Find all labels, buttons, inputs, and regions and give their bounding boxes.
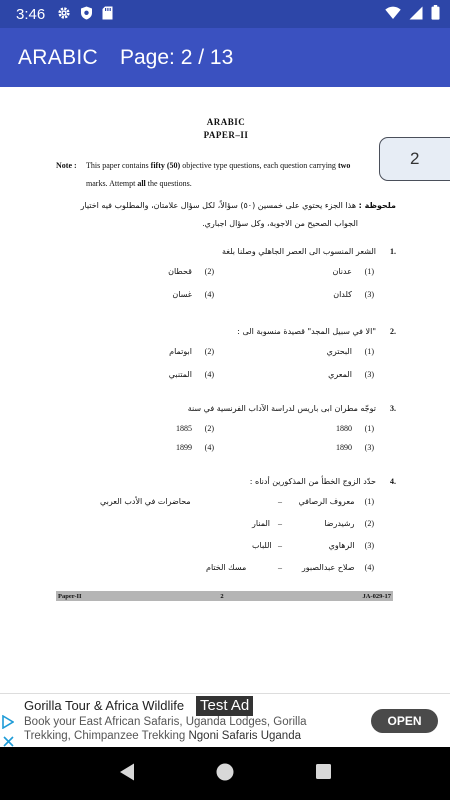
option-1: (1) البحتري — [326, 347, 374, 356]
footer-page-number: 2 — [220, 592, 224, 600]
question-number: 4. — [390, 477, 396, 486]
question-4 — [56, 477, 396, 577]
option-2: (2) 1885 — [175, 424, 214, 433]
pair-answer: المنار — [252, 519, 270, 528]
arabic-note-text: هذا الجزء يحتوي على خمسين (٥٠) سؤالاً، لكل سؤال علامتان، والمطلوب فيه اختيار — [80, 201, 357, 210]
page-indicator: Page: 2 / 13 — [120, 45, 234, 69]
english-note — [56, 157, 381, 193]
pair-1: (1) معروف الرصافي — [298, 497, 374, 506]
pair-dash: – — [278, 541, 282, 550]
page-footer — [56, 591, 393, 601]
sd-card-icon — [102, 5, 113, 24]
arabic-note — [56, 197, 396, 233]
footer-left: Paper-II — [58, 592, 82, 600]
ad-title[interactable]: Gorilla Tour & Africa Wildlife — [24, 698, 185, 713]
wifi-icon — [385, 5, 401, 24]
pair-4: (4) صلاح عبدالصبور — [301, 563, 374, 572]
pair-answer: اللباب — [252, 541, 272, 550]
note-label: Note : — [56, 161, 77, 170]
footer-right: JA-029-17 — [362, 592, 391, 600]
pair-dash: – — [278, 519, 282, 528]
note-bold: two — [337, 161, 351, 170]
question-stem: توجّه مطران ابى باريس لدراسة الآداب الفرنسية في سنة — [187, 404, 376, 413]
question-1 — [56, 247, 396, 307]
app-bar — [0, 28, 450, 87]
arabic-note-text: الجواب الصحيح من الاجوبة، وكل سؤال اجباري. — [202, 219, 358, 228]
gear-icon — [57, 5, 71, 24]
option-4: (4) 1899 — [175, 443, 214, 452]
option-4: (4) المتنبي — [168, 370, 214, 379]
ad-open-button[interactable]: OPEN — [371, 709, 438, 733]
test-ad-badge: Test Ad — [196, 696, 253, 716]
note-text: objective type questions, each question carrying — [180, 161, 338, 170]
question-stem: "الا في سبيل المجد" قصيدة منسوبة الى : — [237, 327, 376, 336]
note-text: the questions. — [145, 179, 192, 188]
status-time: 3:46 — [16, 5, 46, 23]
note-text: This paper contains — [86, 161, 151, 170]
option-3: (3) المعري — [328, 370, 374, 379]
ad-description[interactable]: Book your East African Safaris, Uganda Lodges, Gorilla Trekking, Chimpanzee Trekking Ngoni Safaris Uganda — [24, 716, 307, 742]
signal-icon — [409, 5, 423, 24]
note-bold: fifty (50) — [150, 161, 181, 170]
shield-icon — [80, 5, 93, 24]
battery-icon — [431, 5, 440, 24]
arabic-note-label: ملحوظة : — [358, 201, 396, 210]
home-icon[interactable] — [215, 762, 235, 786]
ad-banner[interactable] — [0, 693, 450, 747]
pair-2: (2) رشيدرضا — [324, 519, 374, 528]
pair-answer: محاضرات في الأدب العربي — [100, 497, 191, 506]
recents-icon[interactable] — [315, 763, 332, 784]
doc-subheading: PAPER–II — [203, 130, 249, 140]
option-3: (3) 1890 — [335, 443, 374, 452]
question-2 — [56, 327, 396, 387]
ad-choices-play-icon[interactable] — [2, 714, 14, 733]
option-2: (2) قحطان — [168, 267, 214, 276]
option-2: (2) ابوتمام — [169, 347, 214, 356]
note-text: marks. Attempt — [86, 179, 138, 188]
app-title: ARABIC — [18, 45, 98, 69]
pair-dash: – — [278, 563, 282, 572]
question-number: 1. — [390, 247, 396, 256]
doc-heading: ARABIC — [206, 117, 246, 127]
option-3: (3) كلدان — [333, 290, 374, 299]
back-icon[interactable] — [118, 762, 136, 786]
option-4: (4) غسان — [172, 290, 214, 299]
option-1: (1) 1880 — [335, 424, 374, 433]
note-bold: all — [137, 179, 146, 188]
navigation-bar — [0, 747, 450, 800]
status-bar — [0, 0, 450, 28]
pair-dash: – — [278, 497, 282, 506]
pdf-page — [56, 87, 396, 693]
option-1: (1) عدنان — [332, 267, 374, 276]
question-number: 2. — [390, 327, 396, 336]
question-3 — [56, 404, 396, 464]
question-stem: حدّد الزوج الخطأ من المذكورين أدناه : — [249, 477, 376, 486]
page-number-badge[interactable]: 2 — [379, 137, 450, 181]
pair-answer: مسك الختام — [206, 563, 247, 572]
question-stem: الشعر المنسوب الى العصر الجاهلي وصلنا بلغة — [221, 247, 376, 256]
question-number: 3. — [390, 404, 396, 413]
pair-3: (3) الرهاوي — [328, 541, 374, 550]
